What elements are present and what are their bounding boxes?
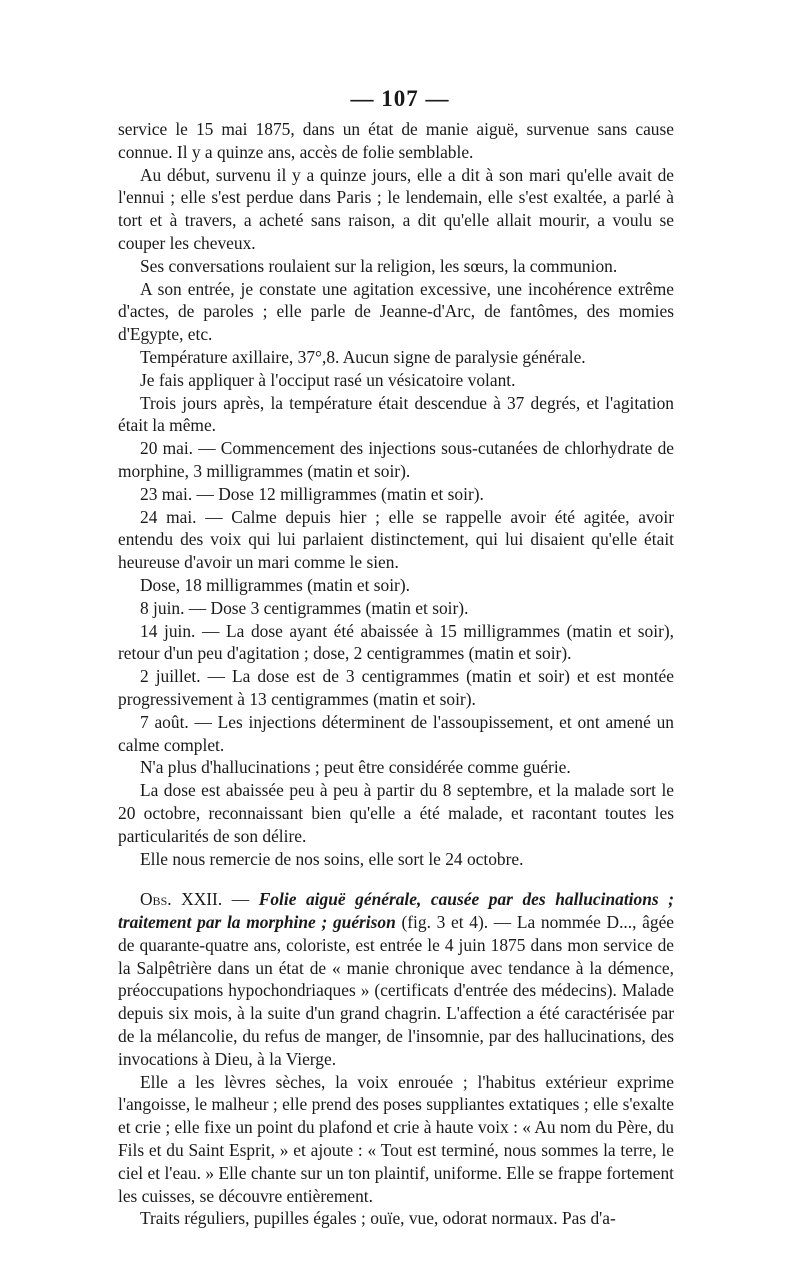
paragraph: 14 juin. — La dose ayant été abaissée à 15 milligrammes (matin et soir), retour d'un peu d'agitation ; dose, 2 centigrammes (matin et soir). — [118, 620, 674, 664]
paragraph: Trois jours après, la température était descendue à 37 degrés, et l'agitation était la même. — [118, 392, 674, 436]
paragraph: Température axillaire, 37°,8. Aucun signe de paralysie générale. — [140, 346, 586, 367]
paragraph: 20 mai. — Commencement des injections sous-cutanées de chlorhydrate de morphine, 3 milligrammes (matin et soir). — [118, 438, 674, 481]
paragraph: Elle nous remercie de nos soins, elle sort le 24 octobre. — [140, 848, 524, 869]
paragraph: 23 mai. — Dose 12 milligrammes (matin et soir). — [140, 483, 484, 504]
paragraph: 8 juin. — Dose 3 centigrammes (matin et soir). — [140, 597, 469, 618]
observation-heading-paragraph — [118, 888, 674, 1070]
observation-text: La nommée D..., âgée de quarante-quatre ans, coloriste, est entrée le 4 juin 1875 dans mon service de la Salpêtrière dans un état de « manie chronique avec tendance à la démence, préoccupations hypochondriaques » (certificats d'entrée des médecins). Malade depuis six mois, à la suite d'un grand chagrin. L'affection a été caractérisée par de la mélancolie, du refus de manger, de l'insomnie, par des hallucinations, des invocations à Dieu, à la Vierge. — [118, 912, 675, 1069]
paragraph: Au début, survenu il y a quinze jours, elle a dit à son mari qu'elle avait de l'ennui ; elle s'est perdue dans Paris ; le lendemain, elle s'est exaltée, a parlé à tort et à travers, a acheté sans raison, a dit qu'elle allait mourir, a voulu se couper les cheveux. — [118, 164, 674, 253]
paragraph: 2 juillet. — La dose est de 3 centigrammes (matin et soir) et est montée progressivement à 13 centigrammes (matin et soir). — [118, 666, 674, 709]
paragraph: Elle a les lèvres sèches, la voix enrouée ; l'habitus extérieur exprime l'angoisse, le malheur ; elle prend des poses suppliantes extatiques ; elle s'exalte et crie ; elle fixe un point du plafond et crie à haute voix : « Au nom du Père, du Fils et du Saint Esprit, » et ajoute : « Tout est terminé, nous sommes la terre, le ciel et l'eau. » Elle chante sur un ton plaintif, uniforme. Elle se frappe fortement les cuisses, se découvre entièrement. — [118, 1071, 674, 1206]
observation-dash: — — [222, 889, 259, 910]
observation-label: Obs. XXII. — [140, 889, 223, 910]
paragraph: Traits réguliers, pupilles égales ; ouïe, vue, odorat normaux. Pas d'a- — [140, 1208, 616, 1229]
observation-title: Folie aiguë générale, causée par des hallucinations ; traitement par la morphine ; guérison — [118, 889, 674, 933]
page-number: — 107 — — [350, 86, 450, 111]
paragraph: Ses conversations roulaient sur la religion, les sœurs, la communion. — [140, 255, 618, 276]
paragraph: 24 mai. — Calme depuis hier ; elle se rappelle avoir été agitée, avoir entendu des voix qui lui parlaient distinctement, qui lui disaient qu'elle était heureuse d'avoir un mari comme le sien. — [118, 506, 674, 573]
paragraph: La dose est abaissée peu à peu à partir du 8 septembre, et la malade sort le 20 octobre, reconnaissant bien qu'elle a été malade, et racontant toutes les particularités de son délire. — [118, 780, 674, 846]
paragraph: N'a plus d'hallucinations ; peut être considérée comme guérie. — [140, 757, 571, 778]
paragraph: Dose, 18 milligrammes (matin et soir). — [140, 574, 410, 595]
paragraph: 7 août. — Les injections déterminent de l'assoupissement, et ont amené un calme complet. — [118, 711, 674, 755]
paragraph: A son entrée, je constate une agitation excessive, une incohérence extrême d'actes, de paroles ; elle parle de Jeanne-d'Arc, de fantômes, des momies d'Egypte, etc. — [118, 278, 674, 345]
paragraph: service le 15 mai 1875, dans un état de manie aiguë, survenue sans cause connue. Il y a quinze ans, accès de folie semblable. — [118, 119, 674, 162]
body-text — [118, 118, 674, 1230]
paragraph: Je fais appliquer à l'occiput rasé un vésicatoire volant. — [140, 369, 516, 390]
observation-fig-ref: (fig. 3 et 4). — — [395, 912, 517, 933]
